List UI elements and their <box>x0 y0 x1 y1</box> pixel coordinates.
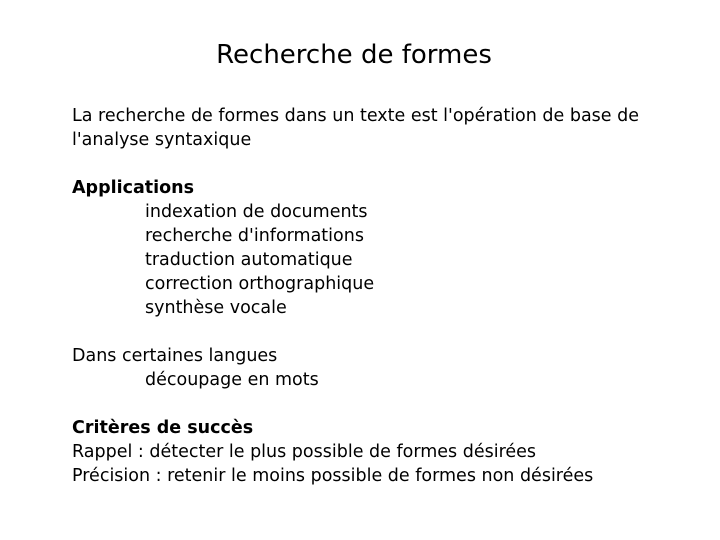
spacer <box>72 320 692 344</box>
intro-paragraph: La recherche de formes dans un texte est l'opération de base de l'analyse syntaxique <box>72 106 640 150</box>
slide-title: Recherche de formes <box>216 40 492 70</box>
applications-heading: Applications <box>72 178 195 198</box>
applications-item: traduction automatique <box>145 250 353 270</box>
criteria-line-precision: Précision : retenir le moins possible de formes non désirées <box>72 466 594 486</box>
applications-item: synthèse vocale <box>145 298 287 318</box>
spacer <box>72 392 692 416</box>
applications-item: indexation de documents <box>145 202 368 222</box>
applications-item: correction orthographique <box>145 274 375 294</box>
criteria-line-recall: Rappel : détecter le plus possible de formes désirées <box>72 442 537 462</box>
applications-item: recherche d'informations <box>145 226 364 246</box>
criteria-heading: Critères de succès <box>72 418 254 438</box>
slide-body <box>72 104 692 488</box>
languages-item: découpage en mots <box>145 370 319 390</box>
languages-heading: Dans certaines langues <box>72 346 278 366</box>
